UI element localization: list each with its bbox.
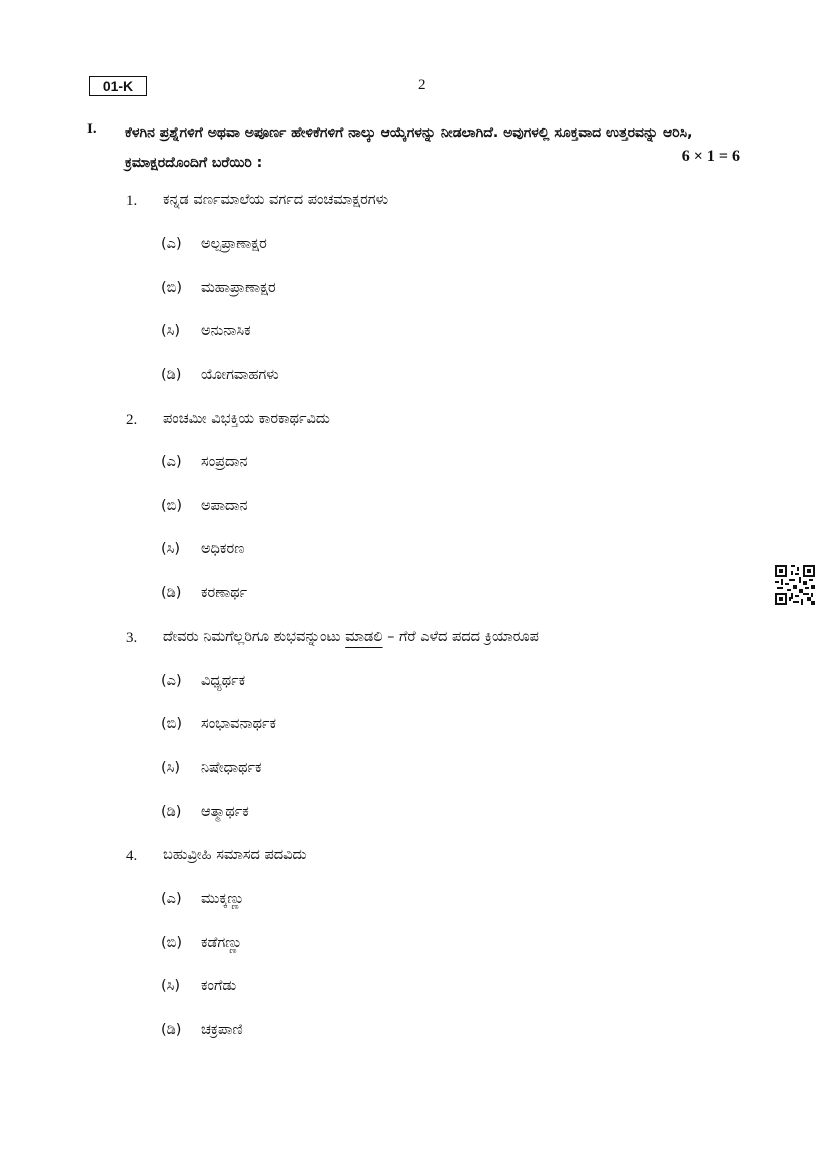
option-label: (ಬಿ) (161, 716, 183, 732)
question-number: 1. (126, 193, 138, 209)
option-text: ಅಧಿಕರಣ (201, 541, 245, 557)
option-label: (ಎ) (161, 673, 182, 689)
option-text: ಕಡೆಗಣ್ಣು (201, 935, 243, 951)
qr-code-icon (775, 565, 815, 605)
section-instruction: ಕೆಳಗಿನ ಪ್ರಶ್ನೆಗಳಿಗೆ ಅಥವಾ ಅಪೂರ್ಣ ಹೇಳಿಕೆಗಳಿಗೆ ನಾಲ್ಕು ಆಯ್ಕೆಗಳನ್ನು ನೀಡಲಾಗಿದೆ. ಅವುಗಳಲ್ಲಿ ಸೂಕ್ತವಾದ ಉತ್ತರವನ್ನು ಆರಿಸಿ, ಕ್ರಮಾಕ್ಷರದೊಂದಿಗೆ ಬರೆಯಿರಿ : (125, 125, 693, 171)
option-label: (ಎ) (161, 891, 182, 907)
option-label: (ಬಿ) (161, 498, 183, 514)
question-text: ಪಂಚಮೀ ವಿಭಕ್ತಿಯ ಕಾರಕಾರ್ಥವಿದು (163, 411, 330, 427)
question-number: 4. (126, 848, 138, 864)
option-label: (ಎ) (161, 236, 182, 252)
option-label: (ಡಿ) (161, 367, 182, 383)
option-text: ಸಂಪ್ರದಾನ (201, 454, 248, 470)
option-text: ಆತ್ಮಾರ್ಥಕ (201, 804, 249, 820)
question-text-part: – ಗೆರೆ ಎಳೆದ ಪದದ ಕ್ರಿಯಾರೂಪ (382, 629, 539, 645)
underlined-word: ಮಾಡಲಿ (345, 629, 383, 645)
option-text: ಯೋಗವಾಹಗಳು (201, 367, 279, 383)
option-label: (ಸಿ) (161, 323, 181, 339)
question-text: ಬಹುವ್ರೀಹಿ ಸಮಾಸದ ಪದವಿದು (163, 847, 307, 863)
option-label: (ಡಿ) (161, 585, 182, 601)
option-text: ಮುಕ್ಕಣ್ಣು (201, 891, 245, 907)
option-label: (ಸಿ) (161, 760, 181, 776)
option-text: ಚಕ್ರಪಾಣಿ (201, 1022, 243, 1038)
option-text: ಅನುನಾಸಿಕ (201, 323, 251, 339)
question-number: 2. (126, 412, 138, 428)
option-text: ಕಂಗೆಡು (201, 978, 237, 994)
option-text: ಮಹಾಪ್ರಾಣಾಕ್ಷರ (201, 280, 276, 296)
option-label: (ಬಿ) (161, 935, 183, 951)
option-label: (ಬಿ) (161, 280, 183, 296)
option-label: (ಸಿ) (161, 541, 181, 557)
option-label: (ಡಿ) (161, 804, 182, 820)
option-label: (ಡಿ) (161, 1022, 182, 1038)
option-text: ಕರಣಾರ್ಥ (201, 585, 248, 601)
option-text: ಅಪಾದಾನ (201, 498, 248, 514)
option-text: ಸಂಭಾವನಾರ್ಥಕ (201, 716, 277, 732)
question-text-part: ದೇವರು ನಿಮಗೆಲ್ಲರಿಗೂ ಶುಭವನ್ನುಂಟು (163, 629, 346, 645)
option-text: ವಿಧ್ಯರ್ಥಕ (201, 673, 246, 689)
section-number: I. (87, 121, 97, 137)
section-marks: 6 × 1 = 6 (681, 148, 740, 165)
paper-code: 01-K (89, 76, 147, 96)
page-number: 2 (418, 77, 426, 93)
question-text: ಕನ್ನಡ ವರ್ಣಮಾಲೆಯ ವರ್ಗದ ಪಂಚಮಾಕ್ಷರಗಳು (163, 192, 389, 208)
option-label: (ಸಿ) (161, 978, 181, 994)
option-text: ನಿಷೇಧಾರ್ಥಕ (201, 760, 262, 776)
option-label: (ಎ) (161, 454, 182, 470)
question-number: 3. (126, 630, 138, 646)
question-text (163, 629, 539, 645)
option-text: ಅಲ್ಪಪ್ರಾಣಾಕ್ಷರ (201, 236, 267, 252)
